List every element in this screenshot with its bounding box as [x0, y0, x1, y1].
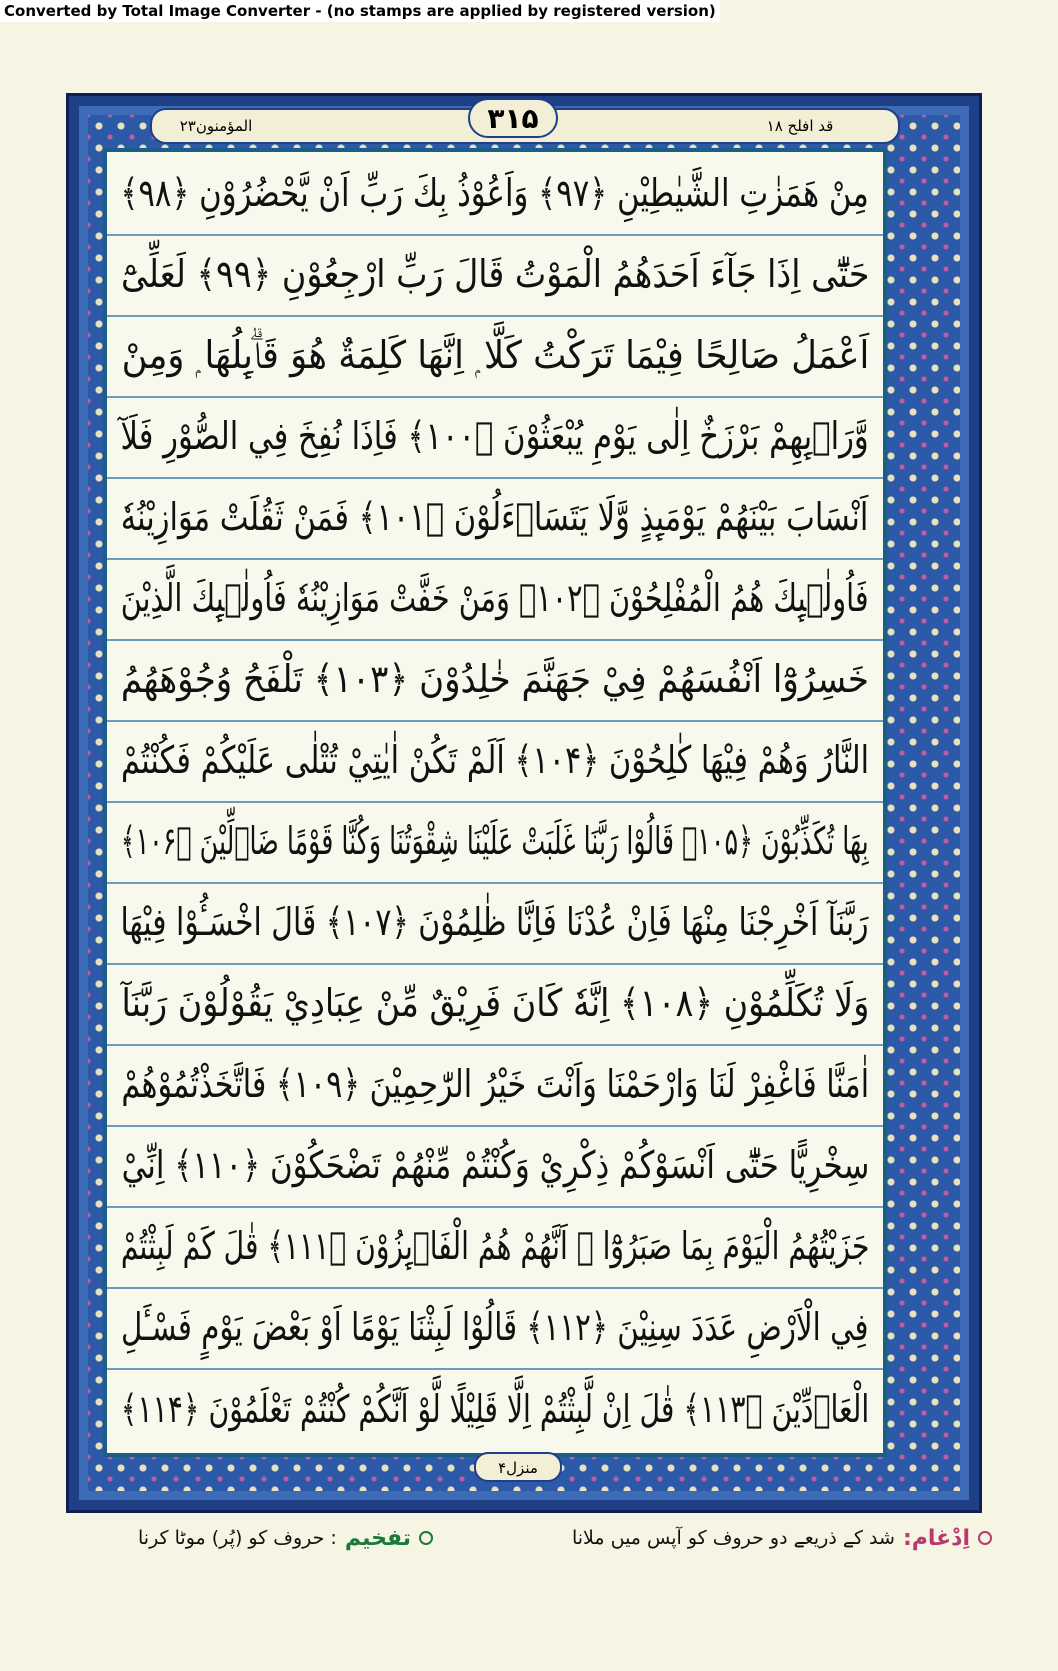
converter-watermark: Converted by Total Image Converter - (no stamps are applied by registered version): [0, 0, 720, 22]
idgham-description: شد کے ذریعے دو حروف کو آپس میں ملانا: [571, 1527, 895, 1549]
verse-line-8: النَّارُ وَهُمْ فِيْهَا كٰلِحُوْنَ ﴿۱۰۴﴾ اَلَمْ تَكُنْ اٰيٰتِيْ تُتْلٰى عَلَيْكُمْ فَكُنْتُمْ: [107, 719, 883, 803]
verse-line-9: بِهَا تُكَذِّبُوْنَ ﴿۱۰۵﴾ قَالُوْا رَبَّنَا غَلَبَتْ عَلَيْنَا شِقْوَتُنَا وَكُنَّا قَوْمًا ضَاۗلِّيْنَ ﴿۱۰۶﴾: [107, 800, 883, 884]
verse-line-13: سِخْرِيًّا حَتّٰٓى اَنْسَوْكُمْ ذِكْرِيْ وَكُنْتُمْ مِّنْهُمْ تَضْحَكُوْنَ ﴿۱۱۰﴾ اِنِّيْ: [107, 1124, 883, 1208]
surah-name: المؤمنون۲۳: [179, 117, 253, 135]
verse-line-14: جَزَيْتُهُمُ الْيَوْمَ بِمَا صَبَرُوْٓا ۙ اَنَّهُمْ هُمُ الْفَاۗىِٕزُوْنَ ﴿۱۱۱﴾ قٰلَ كَمْ لَبِثْتُمْ: [107, 1205, 883, 1289]
tafkheem-description: : حروف کو (پُر) موٹا کرنا: [138, 1527, 337, 1549]
verse-line-12: اٰمَنَّا فَاغْفِرْ لَنَا وَارْحَمْنَا وَاَنْتَ خَيْرُ الرّٰحِمِيْنَ ﴿۱۰۹﴾ فَاتَّخَذْتُمُوْهُمْ: [107, 1043, 883, 1127]
flower-bullet-icon: [978, 1531, 992, 1545]
verse-line-16: الْعَاۗدِّيْنَ ﴿۱۱۳﴾ قٰلَ اِنْ لَّبِثْتُمْ اِلَّا قَلِيْلًا لَّوْ اَنَّكُمْ كُنْتُمْ تَعْلَمُوْنَ ﴿۱۱۴﴾: [120, 1387, 870, 1431]
verse-text-panel: [103, 148, 887, 1457]
verse-line-1: مِنْ هَمَزٰتِ الشَّيٰطِيْنِ ﴿۹۷﴾ وَاَعُوْذُ بِكَ رَبِّ اَنْ يَّحْضُرُوْنِ ﴿۹۸﴾: [107, 152, 883, 236]
verse-line-5: اَنْسَابَ بَيْنَهُمْ يَوْمَىِٕذٍ وَّلَا يَتَسَاۗءَلُوْنَ ﴿۱۰۱﴾ فَمَنْ ثَقُلَتْ مَوَازِيْنُهٗ: [107, 476, 883, 560]
juz-name: قد افلح ۱۸: [766, 117, 834, 135]
legend-tafkheem: [138, 1520, 433, 1556]
verse-line-2: حَتّٰٓى اِذَا جَآءَ اَحَدَهُمُ الْمَوْتُ قَالَ رَبِّ ارْجِعُوْنِ ﴿۹۹﴾ لَعَلِّیْٓ: [107, 233, 883, 317]
manzil-label: منزل۴: [474, 1452, 562, 1482]
verse-line-15: فِي الْاَرْضِ عَدَدَ سِنِيْنَ ﴿۱۱۲﴾ قَالُوْا لَبِثْنَا يَوْمًا اَوْ بَعْضَ يَوْمٍ فَسْـَٔلِ: [107, 1286, 883, 1370]
verse-line-10: رَبَّنَآ اَخْرِجْنَا مِنْهَا فَاِنْ عُدْنَا فَاِنَّا ظٰلِمُوْنَ ﴿۱۰۷﴾ قَالَ اخْسَـُٔوْا فِيْهَا: [107, 881, 883, 965]
verse-line-6: فَاُولٰۗىِٕكَ هُمُ الْمُفْلِحُوْنَ ﴿۱۰۲﴾ وَمَنْ خَفَّتْ مَوَازِيْنُهٗ فَاُولٰۗىِٕكَ الَّذِيْنَ: [107, 557, 883, 641]
idgham-term: اِدْغام:: [902, 1525, 970, 1551]
verse-line-3: اَعْمَلُ صَالِحًا فِيْمَا تَرَكْتُ كَلَّا ۭ اِنَّهَا كَلِمَةٌ هُوَ قَاۗىِٕلُهَا ۭ وَمِنْ: [107, 314, 883, 398]
verse-line-7: خَسِرُوْٓا اَنْفُسَهُمْ فِيْ جَهَنَّمَ خٰلِدُوْنَ ﴿۱۰۳﴾ تَلْفَحُ وُجُوْهَهُمُ: [107, 638, 883, 722]
tafkheem-term: تفخیم: [344, 1525, 412, 1551]
flower-bullet-icon: [419, 1531, 433, 1545]
verse-line-11: وَلَا تُكَلِّمُوْنِ ﴿۱۰۸﴾ اِنَّهٗ كَانَ فَرِيْقٌ مِّنْ عِبَادِيْ يَقُوْلُوْنَ رَبَّنَآ: [107, 962, 883, 1046]
page-number: ۳۱۵: [468, 98, 558, 138]
legend-idgham: [572, 1520, 992, 1556]
verse-line-4: وَّرَاۗىِٕهِمْ بَرْزَخٌ اِلٰى يَوْمِ يُبْعَثُوْنَ ﴿۱۰۰﴾ فَاِذَا نُفِخَ فِي الصُّوْرِ فَلَآ: [107, 395, 883, 479]
